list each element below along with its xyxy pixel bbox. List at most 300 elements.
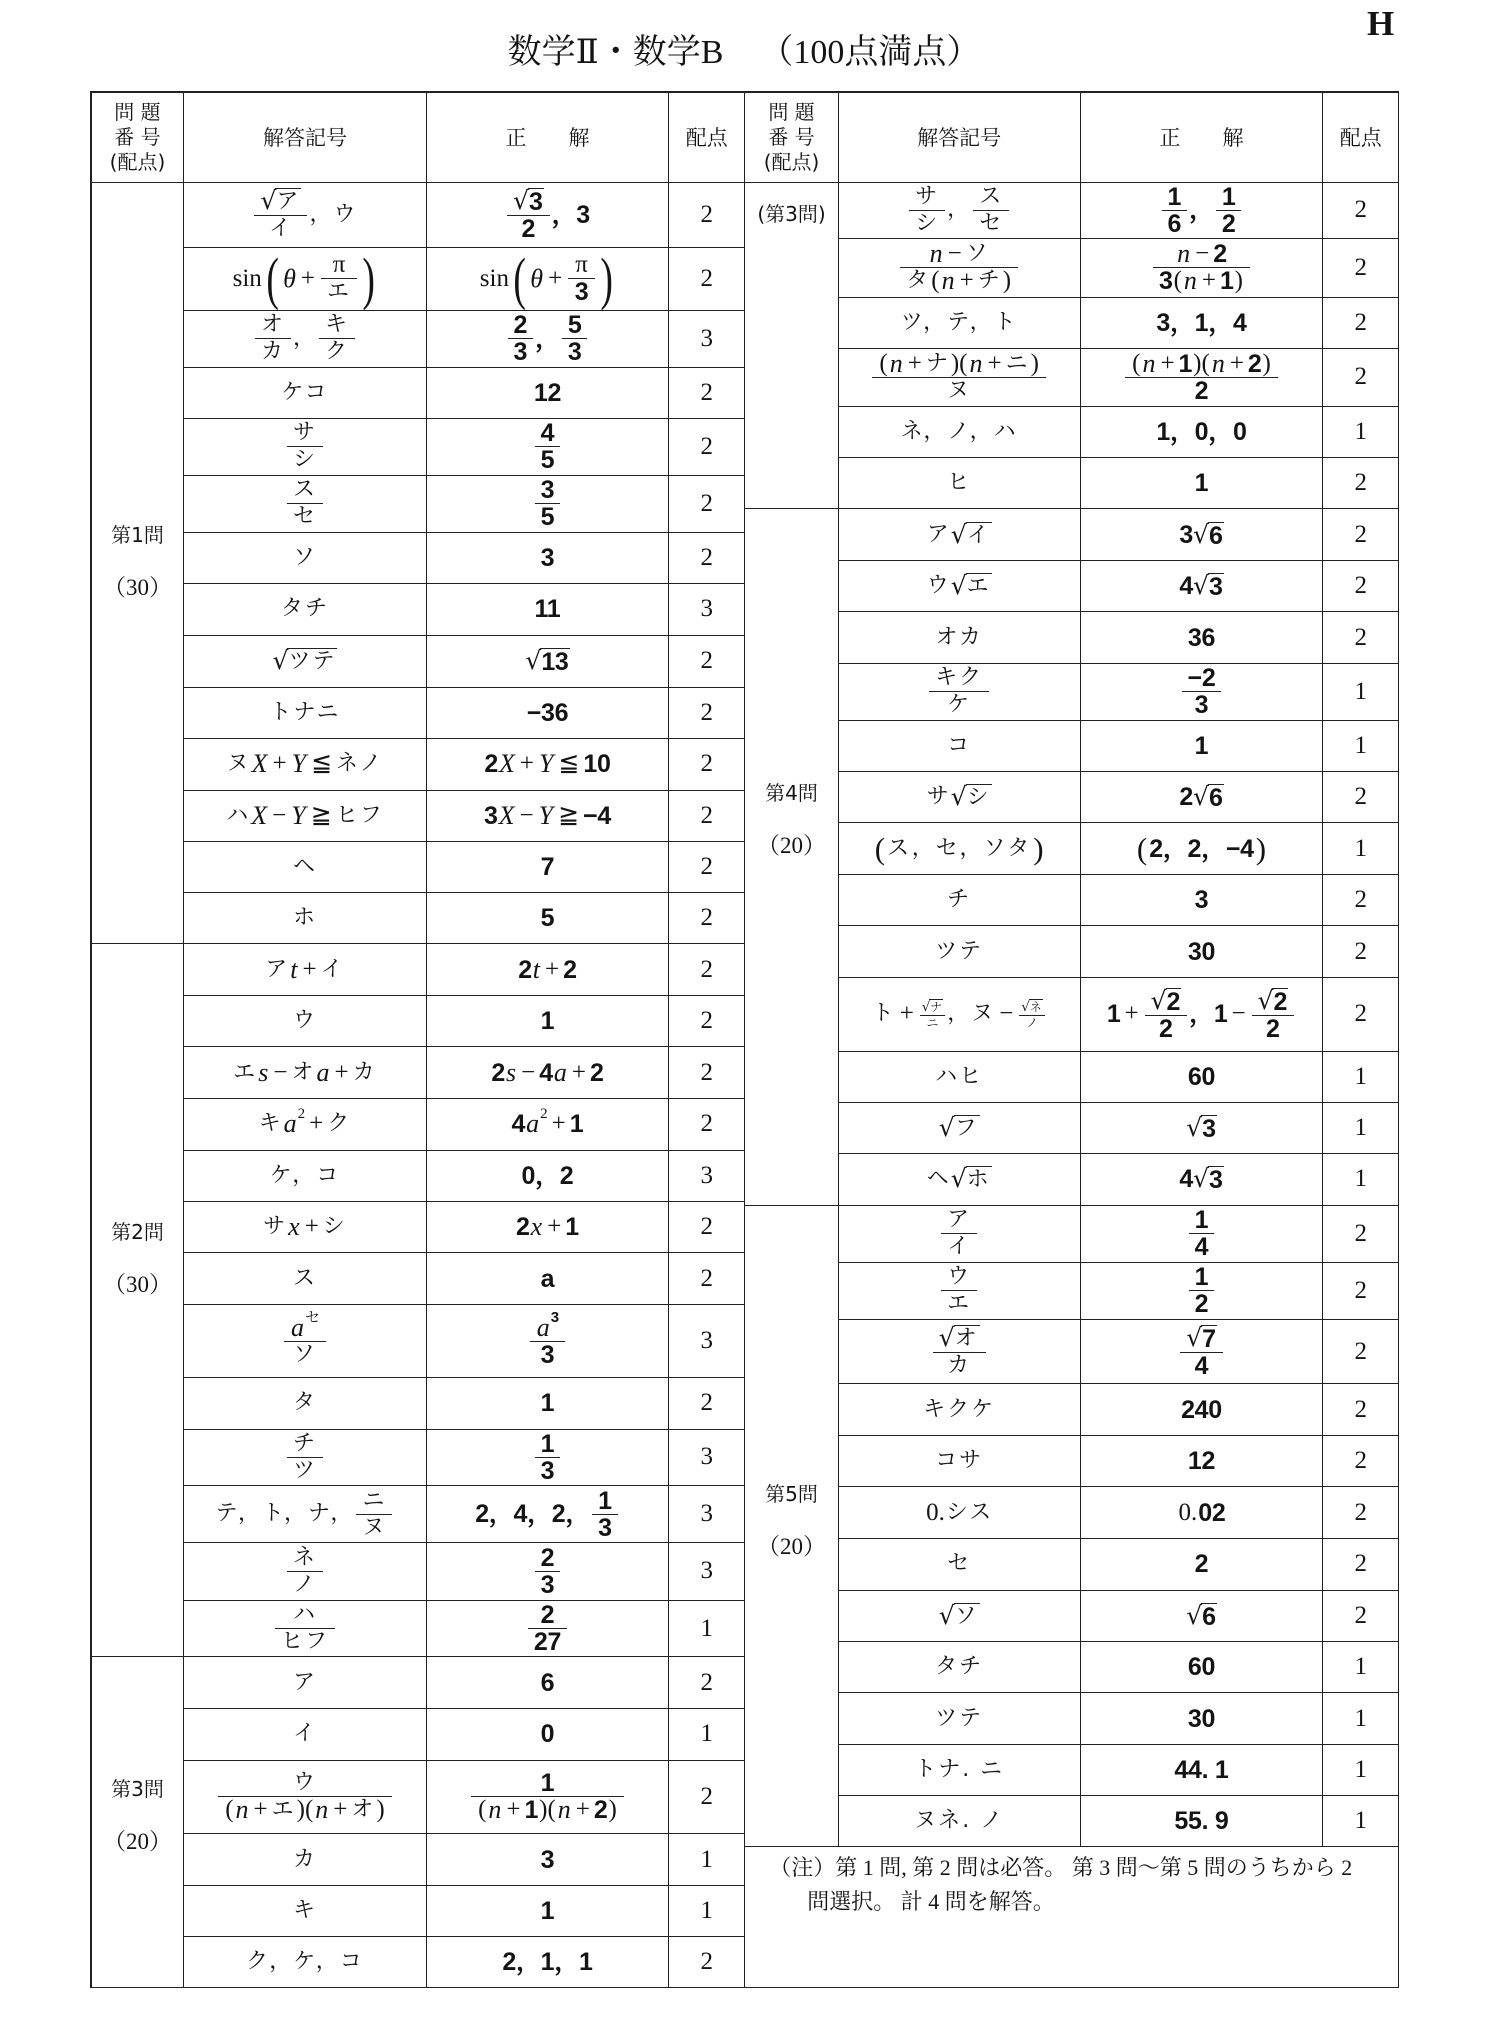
form-code-mark: H <box>1367 4 1395 43</box>
correct-answer <box>1194 468 1209 497</box>
points-cell <box>669 368 745 419</box>
fraction-numerator <box>941 1265 977 1289</box>
answer-symbol-cell <box>184 419 426 476</box>
superscript <box>551 1310 559 1325</box>
points-cell <box>1323 458 1399 510</box>
fraction <box>275 1603 335 1654</box>
fraction-denominator <box>535 1456 561 1485</box>
answer-symbol <box>927 573 992 599</box>
left-paren: ( <box>266 245 279 311</box>
points-cell <box>669 996 745 1047</box>
square-root <box>525 646 569 677</box>
correct-answer <box>1156 417 1247 446</box>
answer-symbol-cell <box>839 1591 1081 1642</box>
fraction <box>929 666 989 717</box>
kana-symbol: ，ウ <box>309 201 358 227</box>
kana-symbol: テ，ト，ナ， <box>215 1501 355 1527</box>
header-label: 配点 <box>685 126 728 151</box>
points-cell <box>669 311 745 368</box>
radicand <box>1208 522 1224 548</box>
header-label: 解答記号 <box>262 126 347 151</box>
fraction-denominator <box>275 1630 335 1654</box>
answer-symbol <box>285 421 325 472</box>
correct-answer-cell <box>427 944 670 996</box>
table-row <box>184 1761 745 1835</box>
radicand <box>1201 1115 1217 1141</box>
points-value: 2 <box>1354 937 1368 965</box>
correct-answer-cell <box>427 739 670 791</box>
kana-symbol: コ <box>947 732 972 758</box>
kana-symbol: セ <box>947 1551 972 1577</box>
kana-symbol: ニ <box>926 1015 939 1030</box>
square-root <box>938 1112 980 1142</box>
points-value: 2 <box>700 1668 714 1696</box>
correct-answer <box>1179 519 1223 550</box>
answer-value: 5 <box>567 311 582 340</box>
answer-symbol <box>938 1112 980 1142</box>
math-operator: + <box>253 1796 268 1824</box>
points-cell <box>669 893 745 944</box>
points-value: 1 <box>1354 1652 1368 1680</box>
points-cell <box>1323 1263 1399 1320</box>
answer-symbol-cell <box>839 1052 1081 1103</box>
correct-answer <box>1156 308 1247 337</box>
table-row <box>184 1543 745 1600</box>
fraction-numerator <box>530 1309 565 1342</box>
answer-symbol-cell <box>839 1206 1081 1263</box>
fraction-denominator <box>1189 1290 1215 1319</box>
answer-symbol <box>947 471 971 495</box>
subject-title: 数学Ⅱ・数学B <box>507 34 724 71</box>
correct-answer-cell <box>1081 1591 1324 1642</box>
correct-answer <box>526 1601 569 1657</box>
correct-answer <box>540 1007 555 1036</box>
radical-sign-icon: √ <box>1193 571 1209 601</box>
table-row <box>184 1657 745 1709</box>
fraction <box>287 1546 323 1597</box>
answer-value: 4 <box>540 419 555 448</box>
points-value: 2 <box>1354 253 1368 281</box>
kana-symbol: ア <box>292 1669 317 1695</box>
answer-symbol-cell <box>184 1834 426 1886</box>
answer-symbol <box>285 1432 325 1483</box>
math-operator: ) <box>1030 349 1039 377</box>
answer-value: 7 <box>540 852 555 881</box>
fraction-denominator <box>287 1459 323 1483</box>
kana-symbol: エ <box>233 1059 258 1085</box>
fraction <box>218 1770 392 1825</box>
answer-value: 3 <box>567 338 582 367</box>
points-value: 2 <box>1354 1276 1368 1304</box>
correct-answer <box>540 1668 555 1697</box>
correct-answer <box>1179 782 1223 813</box>
radical-sign-icon: √ <box>1186 1323 1203 1353</box>
correct-answer <box>1151 239 1252 296</box>
points-value: 2 <box>700 1058 714 1086</box>
answer-value: 6 <box>1208 521 1223 550</box>
answer-symbol-cell <box>839 1539 1081 1591</box>
fraction <box>507 186 550 244</box>
correct-answer-cell <box>1081 1154 1324 1205</box>
correct-answer-cell <box>427 996 670 1047</box>
square-root <box>1193 571 1224 602</box>
correct-answer-cell <box>1081 1693 1324 1745</box>
table-row <box>839 875 1400 927</box>
kana-symbol: ツテ <box>935 1705 984 1731</box>
answer-symbol <box>935 1655 983 1679</box>
header-question-number-line: (配点) <box>109 149 166 174</box>
math-operator: − <box>1195 240 1210 268</box>
kana-symbol: ネ <box>292 1544 317 1570</box>
kana-symbol: セ <box>292 504 317 530</box>
answer-symbol-cell <box>839 561 1081 612</box>
answer-value: 1 <box>1220 267 1234 296</box>
math-operator: 0. <box>926 1498 945 1526</box>
fraction-denominator <box>973 212 1009 236</box>
fraction-numerator <box>872 348 1046 378</box>
correct-answer-cell <box>1081 721 1324 772</box>
points-value: 2 <box>1354 1337 1368 1365</box>
correct-answer-cell <box>427 1709 670 1761</box>
answer-value: 1 <box>1194 731 1209 760</box>
kana-symbol: キ <box>292 1898 317 1924</box>
correct-answer <box>484 800 611 830</box>
math-operator: ( <box>478 1796 487 1824</box>
fraction-numerator <box>941 1208 977 1232</box>
answer-value: 2 <box>1194 376 1209 405</box>
table-row <box>184 944 745 996</box>
question-number-label: 第4問 <box>765 780 818 805</box>
kana-symbol: オ <box>954 1326 979 1352</box>
correct-answer <box>505 186 590 244</box>
kana-symbol: ヘ <box>292 853 317 879</box>
points-cell <box>1323 183 1399 240</box>
math-operator: + <box>506 1796 521 1824</box>
answer-symbol <box>931 1325 988 1378</box>
correct-answer <box>1186 1112 1217 1143</box>
answer-value: 12 <box>1187 1447 1216 1476</box>
answer-symbol-cell <box>184 183 426 248</box>
correct-answer-cell <box>1081 1263 1324 1320</box>
answer-symbol-cell <box>184 791 426 842</box>
question-label-group <box>103 1777 172 1855</box>
points-cell <box>669 791 745 842</box>
header-points <box>669 93 745 182</box>
points-value: 2 <box>700 750 714 778</box>
answer-value: 2 <box>1166 987 1181 1016</box>
table-row <box>839 1436 1400 1487</box>
fraction-numerator <box>287 1603 323 1627</box>
radical-sign-icon: √ <box>272 646 289 676</box>
answer-value: 1 <box>540 1429 555 1458</box>
radical-sign-icon: √ <box>950 782 967 812</box>
answer-value: 2 <box>563 955 577 984</box>
kana-symbol: ネ，ノ，ハ <box>900 418 1018 444</box>
points-cell <box>1323 1052 1399 1103</box>
answer-value: −36 <box>526 698 569 727</box>
math-variable: a <box>553 1057 567 1087</box>
math-operator: )( <box>296 1796 314 1824</box>
points-cell <box>1323 1487 1399 1539</box>
points-cell <box>1323 407 1399 458</box>
math-variable: θ <box>283 263 296 293</box>
answer-symbol-cell <box>839 1487 1081 1539</box>
answer-symbol <box>285 478 325 529</box>
table-row <box>839 1745 1400 1796</box>
question-number-cell <box>92 1657 185 1988</box>
points-value: 2 <box>700 489 714 517</box>
points-value: 2 <box>700 543 714 571</box>
math-operator: − <box>272 801 287 829</box>
answer-symbol-cell <box>839 612 1081 664</box>
fraction-numerator <box>319 313 355 337</box>
math-operator: + <box>545 955 560 983</box>
answer-symbol-cell <box>839 509 1081 561</box>
answer-value: 2 <box>516 1213 530 1242</box>
correct-answer <box>1194 731 1209 760</box>
points-cell <box>669 739 745 791</box>
answer-symbol-cell <box>839 239 1081 297</box>
fraction-denominator <box>528 1628 567 1657</box>
parenthesized-group <box>873 830 1046 866</box>
math-operator: − <box>273 1058 288 1086</box>
math-variable: n <box>1211 348 1225 378</box>
kana-symbol: チ <box>947 887 972 913</box>
answer-symbol <box>270 1164 340 1188</box>
fraction-denominator <box>287 1573 323 1597</box>
math-operator: + <box>1160 349 1175 377</box>
math-operator: )( <box>539 1796 556 1824</box>
fraction <box>1153 239 1250 296</box>
answer-symbol-cell <box>184 1202 426 1253</box>
kana-symbol: イ <box>320 956 345 982</box>
answer-symbol <box>293 906 317 930</box>
points-value: 2 <box>700 852 714 880</box>
answer-value: 2 <box>1194 1290 1209 1319</box>
math-variable: t <box>290 954 298 984</box>
answer-symbol <box>925 1498 994 1526</box>
points-cell <box>1323 1320 1399 1384</box>
question-number-cell <box>745 183 838 510</box>
answer-symbol-cell <box>839 1384 1081 1436</box>
kana-symbol: ナ <box>925 350 950 376</box>
kana-symbol: カ <box>260 339 285 365</box>
answer-value: 1 <box>1194 1263 1209 1292</box>
points-value: 2 <box>1354 1601 1368 1629</box>
fraction-denominator <box>535 1340 561 1369</box>
correct-answer <box>1178 1323 1225 1381</box>
fraction-numerator <box>287 421 323 445</box>
table-row <box>184 739 745 791</box>
answer-symbol-cell <box>184 1253 426 1305</box>
correct-answer <box>1186 1600 1217 1631</box>
kana-symbol: セ <box>979 210 1004 236</box>
kana-symbol: ノ <box>292 1571 317 1597</box>
points-cell <box>1323 349 1399 407</box>
question-number-label: 第5問 <box>765 1481 818 1506</box>
kana-symbol: カ <box>352 1059 377 1085</box>
points-value: 2 <box>1354 1000 1368 1028</box>
header-answer-symbol <box>184 93 426 182</box>
parenthesized-group <box>263 245 379 311</box>
table-row <box>839 721 1400 772</box>
answer-value: 2，4，2， <box>475 1500 591 1529</box>
math-operator: ≧ <box>558 801 580 829</box>
answer-symbol-cell <box>184 1886 426 1937</box>
kana-symbol: タチ <box>280 596 329 622</box>
fraction <box>933 1325 986 1378</box>
correct-answer-cell <box>427 1543 670 1600</box>
kana-symbol: ，ヌ <box>947 1001 996 1027</box>
radical-sign-icon: √ <box>1193 519 1209 549</box>
correct-answer-cell <box>1081 664 1324 721</box>
answer-symbol <box>938 1600 980 1630</box>
square-root <box>1021 999 1042 1014</box>
correct-answer-cell <box>1081 1487 1324 1539</box>
kana-symbol: ト <box>871 1001 896 1027</box>
table-row <box>184 996 745 1047</box>
points-cell <box>669 842 745 893</box>
fraction-numerator <box>535 1601 561 1630</box>
math-operator: + <box>547 1213 562 1241</box>
correct-answer-cell <box>427 688 670 739</box>
kana-symbol: シ <box>915 210 940 236</box>
table-row <box>184 311 745 368</box>
kana-symbol: ヌ <box>226 751 251 777</box>
fraction-denominator <box>941 1354 977 1378</box>
answer-value: 1 <box>1194 1206 1209 1235</box>
kana-symbol: ツテ <box>288 649 337 675</box>
math-variable: n <box>557 1795 571 1825</box>
fraction-numerator <box>1145 985 1188 1016</box>
correct-answer-cell <box>427 1378 670 1429</box>
answer-value: 2 <box>1273 987 1288 1016</box>
points-value: 2 <box>700 432 714 460</box>
answer-symbol <box>253 313 357 364</box>
answer-value: 11 <box>534 595 561 624</box>
kana-symbol: ケコ <box>281 379 329 405</box>
fraction-denominator <box>1189 376 1215 405</box>
math-variable: t <box>532 954 541 984</box>
correct-answer-cell <box>427 1486 670 1543</box>
answer-value: a <box>540 1264 555 1293</box>
math-variable: θ <box>530 263 544 293</box>
kana-symbol: ヌ <box>947 377 972 403</box>
points-value: 2 <box>700 801 714 829</box>
math-operator: ≦ <box>558 750 580 778</box>
radical-sign-icon: √ <box>1186 1112 1203 1142</box>
answer-value: 13 <box>541 648 569 677</box>
superscript <box>540 1107 548 1122</box>
math-operator: ) <box>1002 267 1012 295</box>
question-number-label: 第1問 <box>111 522 164 547</box>
math-variable: a <box>536 1312 550 1342</box>
table-row <box>839 1642 1400 1694</box>
correct-answer <box>528 1309 567 1369</box>
fraction <box>900 239 1018 296</box>
math-variable: n <box>1183 266 1197 296</box>
math-operator: − <box>521 1058 536 1086</box>
math-operator: + <box>302 955 317 983</box>
points-value: 1 <box>1354 834 1368 862</box>
fraction <box>535 1429 561 1485</box>
square-root <box>1186 1600 1217 1631</box>
radical-sign-icon: √ <box>950 571 967 601</box>
paren-content <box>529 251 597 307</box>
kana-symbol: イ <box>947 1234 972 1260</box>
math-operator: + <box>333 1796 348 1824</box>
kana-symbol: エ <box>966 574 991 600</box>
fraction <box>255 313 291 364</box>
kana-symbol: サ <box>926 784 951 810</box>
fraction-denominator <box>1153 266 1250 296</box>
answer-value: 3 <box>540 543 555 572</box>
points-value: 2 <box>700 1213 714 1241</box>
correct-answer-cell <box>1081 1320 1324 1384</box>
table-row <box>839 407 1400 458</box>
points-value: 2 <box>700 955 714 983</box>
radical-sign-icon: √ <box>950 1164 967 1194</box>
superscript <box>305 1310 320 1325</box>
table-row <box>839 1487 1400 1539</box>
answer-value: 1 <box>524 1796 539 1825</box>
math-variable: a <box>316 1057 330 1087</box>
answer-symbol <box>226 749 384 779</box>
kana-symbol: ケ <box>947 692 972 718</box>
answer-symbol-cell <box>839 721 1081 772</box>
answer-symbol <box>281 597 329 621</box>
points-value: 2 <box>700 904 714 932</box>
correct-answer-cell <box>427 533 670 584</box>
points-value: 2 <box>1354 308 1368 336</box>
correct-answer-cell <box>1081 926 1324 978</box>
math-operator: + <box>304 1213 319 1241</box>
radicand <box>1201 1603 1217 1629</box>
kana-symbol: ス <box>292 1265 317 1291</box>
table-row <box>184 1937 745 1988</box>
fraction-numerator <box>592 1486 618 1515</box>
math-operator: ( <box>879 349 888 377</box>
kana-symbol: シ <box>322 1214 347 1240</box>
answer-value: 2 <box>521 215 536 244</box>
kana-symbol: ク <box>324 339 349 365</box>
right-paren: ) <box>600 245 613 311</box>
math-operator: + <box>334 1058 349 1086</box>
answer-value: 2 <box>484 750 498 779</box>
question-max-points: （20） <box>756 832 826 858</box>
question-max-points: （20） <box>102 1829 172 1855</box>
points-cell <box>669 584 745 636</box>
points-cell <box>669 1202 745 1253</box>
points-cell <box>669 636 745 688</box>
correct-answer <box>475 1486 620 1542</box>
answer-symbol-cell <box>184 1761 426 1835</box>
square-root <box>273 648 338 674</box>
correct-answer <box>1106 985 1296 1043</box>
fraction-numerator <box>287 1771 323 1795</box>
fraction-denominator <box>941 1235 977 1259</box>
answer-symbol <box>215 1489 394 1540</box>
answer-symbol <box>293 1899 317 1923</box>
answer-symbol <box>901 311 1018 335</box>
question-number-label: 第2問 <box>111 1220 164 1245</box>
kana-symbol: キ <box>324 312 349 338</box>
answer-symbol-cell <box>184 1430 426 1487</box>
question-label-group <box>757 781 826 859</box>
radicand <box>966 522 992 548</box>
answer-table-left <box>90 91 746 1988</box>
points-value: 1 <box>700 1614 714 1642</box>
